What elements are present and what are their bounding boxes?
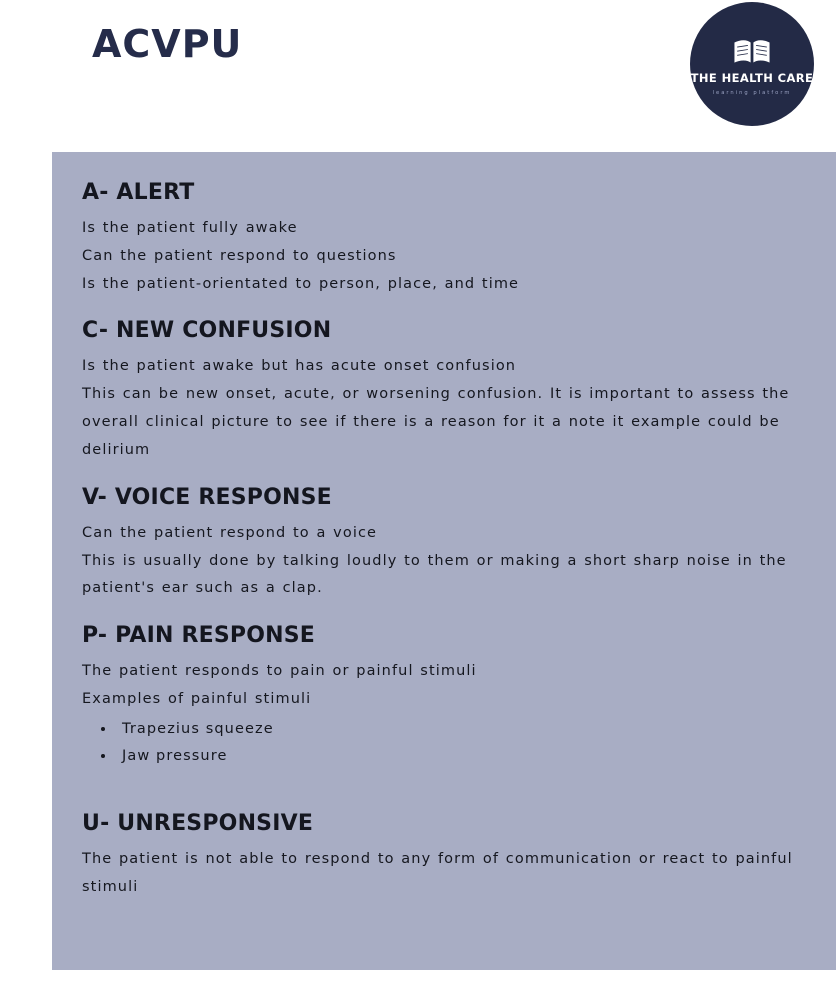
section-paragraph: The patient is not able to respond to any form of communication or react to painful stimuli [82, 851, 793, 895]
section-title: P- PAIN RESPONSE [82, 623, 316, 649]
list-item: • Trapezius squeeze [116, 716, 800, 744]
section-line: The patient responds to pain or painful stimuli [82, 663, 477, 680]
section-line: Examples of painful stimuli [82, 691, 312, 708]
open-book-icon [732, 38, 772, 72]
section-unresponsive [82, 797, 800, 902]
section-title: A- ALERT [82, 180, 195, 205]
section-line: Is the patient awake but has acute onset confusion [82, 358, 517, 375]
section-alert [82, 180, 800, 298]
section-title: V- VOICE RESPONSE [82, 484, 332, 510]
spacer [82, 777, 800, 797]
section-new-confusion [82, 304, 800, 464]
section-line: Is the patient fully awake [82, 220, 298, 236]
page-title: ACVPU [92, 22, 243, 66]
list-item: • Jaw pressure [116, 743, 800, 771]
section-paragraph: This can be new onset, acute, or worsening confusion. It is important to assess the overall clinical picture to see if there is a reason for it a note it example could be delirium [82, 386, 790, 458]
section-title: C- NEW CONFUSION [82, 318, 332, 344]
section-voice-response [82, 471, 800, 603]
content-panel [52, 152, 836, 970]
document-header [0, 0, 836, 148]
section-line: Is the patient-orientated to person, place, and time [82, 275, 520, 292]
section-pain-response [82, 609, 800, 771]
section-line: Can the patient respond to questions [82, 247, 397, 264]
brand-logo [690, 2, 814, 126]
brand-tagline: learning platform [712, 89, 792, 96]
brand-name: THE HEALTH CARE [690, 71, 814, 86]
section-title: U- UNRESPONSIVE [82, 811, 314, 837]
section-paragraph: This is usually done by talking loudly to them or making a short sharp noise in the patient's ear such as a clap. [82, 552, 787, 597]
section-line: Can the patient respond to a voice [82, 524, 378, 541]
painful-stimuli-list [82, 716, 800, 771]
